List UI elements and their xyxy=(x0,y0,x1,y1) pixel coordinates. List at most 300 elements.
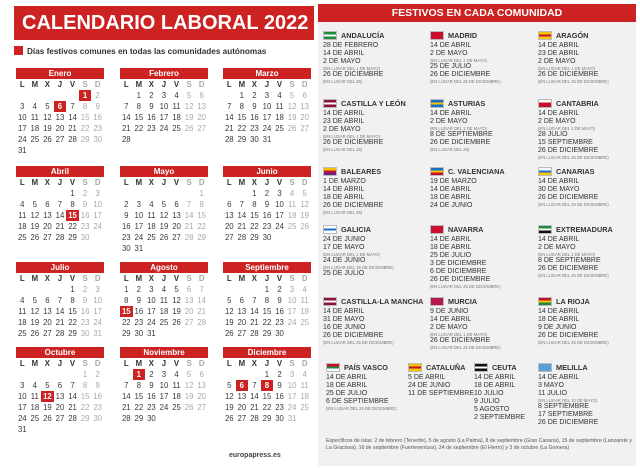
day-cell: 31 xyxy=(287,414,297,423)
day-cell xyxy=(223,369,236,380)
weekday-label: J xyxy=(264,359,270,368)
region-melilla xyxy=(538,361,604,427)
day-cell xyxy=(145,243,158,254)
day-cell: 27 xyxy=(43,329,52,338)
day-cell: 1 xyxy=(264,285,270,294)
day-cell: 30 xyxy=(80,233,90,242)
weekday-label: L xyxy=(123,178,129,187)
day-cell: 25 xyxy=(159,318,169,327)
region-galicia xyxy=(323,223,423,278)
day-cell: 16 xyxy=(80,211,90,220)
day-cell xyxy=(120,188,133,199)
weekday-label: M xyxy=(135,274,143,283)
week-row xyxy=(16,424,104,435)
region-name xyxy=(430,29,530,42)
day-cell: 14 xyxy=(55,211,65,220)
holiday-date: 14 DE ABRIL xyxy=(430,186,472,193)
day-cell: 18 xyxy=(172,392,181,401)
flag-icon xyxy=(538,297,552,306)
weekday-row xyxy=(223,358,311,369)
weekday-label: M xyxy=(238,359,246,368)
holiday-date: 6 DE SEPTIEMBRE xyxy=(326,398,389,405)
day-cell: 10 xyxy=(159,381,169,390)
weekday-label: X xyxy=(251,359,257,368)
day-cell: 28 xyxy=(55,233,65,242)
weekday-row xyxy=(223,177,311,188)
holiday-date: 3 MAYO xyxy=(538,382,564,389)
day-cell: 28 xyxy=(224,135,234,144)
day-cell: 13 xyxy=(237,392,247,401)
day-cell xyxy=(170,134,183,145)
flag-icon xyxy=(538,363,552,372)
holiday-note: (EN LUGAR DEL 25 DE DICIEMBRE) xyxy=(538,202,609,207)
holiday-note: (EN LUGAR DEL 1 DE MAYO) xyxy=(430,332,488,337)
flag-icon xyxy=(323,225,337,234)
day-cell: 14 xyxy=(250,307,259,316)
holiday-day: 8 xyxy=(261,380,274,391)
day-cell: 25 xyxy=(17,233,27,242)
day-cell: 16 xyxy=(80,307,90,316)
day-cell: 31 xyxy=(93,329,102,338)
day-cell xyxy=(16,369,29,380)
weekday-label: S xyxy=(82,178,88,187)
week-row xyxy=(120,413,208,424)
day-cell: 11 xyxy=(172,102,181,111)
footnote: Específicos de islas: 2 de febrero (Tenerife), 5 de agosto (La Palma), 8 de septiembre (Gran Canaria), 15 de septiembre (Lanzarote y La Graciosa), 16 de septiembre (Fuerteventura), 24 de septiembre (El Hierro) y 3 de octubre (La Gomera) xyxy=(326,438,632,451)
day-cell: 24 xyxy=(159,403,169,412)
day-cell: 14 xyxy=(121,392,131,401)
week-row xyxy=(223,210,311,221)
day-cell xyxy=(195,328,208,339)
holiday-list xyxy=(326,374,406,411)
weekday-label: J xyxy=(161,80,167,89)
day-cell xyxy=(273,134,286,145)
day-cell: 5 xyxy=(32,296,38,305)
day-cell: 23 xyxy=(93,124,102,133)
weekday-label: X xyxy=(251,178,257,187)
day-cell: 13 xyxy=(43,211,52,220)
week-row xyxy=(120,232,208,243)
day-cell: 13 xyxy=(300,102,309,111)
region-name-text: MURCIA xyxy=(448,297,478,306)
day-cell: 6 xyxy=(239,296,245,305)
day-cell: 14 xyxy=(237,211,247,220)
weekday-label: V xyxy=(173,359,180,368)
day-cell: 4 xyxy=(174,370,179,379)
weekday-label: V xyxy=(69,274,76,283)
day-cell: 10 xyxy=(287,381,297,390)
day-cell: 10 xyxy=(287,296,297,305)
day-cell: 26 xyxy=(30,329,40,338)
day-cell: 13 xyxy=(43,307,52,316)
day-cell: 13 xyxy=(237,307,247,316)
day-cell: 13 xyxy=(224,211,234,220)
day-cell: 5 xyxy=(227,296,232,305)
day-cell: 7 xyxy=(227,102,232,111)
day-cell xyxy=(223,90,236,101)
weekday-label: S xyxy=(82,359,88,368)
day-cell: 20 xyxy=(172,222,181,231)
day-cell xyxy=(286,134,299,145)
day-cell: 30 xyxy=(80,329,90,338)
holiday-list xyxy=(430,110,530,152)
holiday-date: 8 DE SEPTIEMBRE xyxy=(538,257,601,264)
day-cell: 20 xyxy=(55,403,65,412)
day-cell: 16 xyxy=(121,222,131,231)
holiday-date: 18 DE ABRIL xyxy=(538,316,580,323)
holiday-date: 24 DE JUNIO xyxy=(323,257,366,264)
day-cell: 8 xyxy=(264,296,270,305)
day-cell: 9 xyxy=(82,296,88,305)
month-julio xyxy=(16,262,104,339)
holiday-date: 26 DE DICIEMBRE xyxy=(323,71,384,78)
holiday-note: (EN LUGAR DEL 25) xyxy=(323,79,363,84)
weekday-label: V xyxy=(276,80,283,89)
holiday-list xyxy=(538,236,638,278)
day-cell: 31 xyxy=(262,135,272,144)
weekday-row xyxy=(120,273,208,284)
holiday-date: 2 DE MAYO xyxy=(430,118,468,125)
day-cell: 5 xyxy=(174,285,179,294)
week-row xyxy=(223,306,311,317)
week-row xyxy=(16,210,104,221)
day-cell: 26 xyxy=(184,403,194,412)
day-cell: 20 xyxy=(197,113,206,122)
weekday-label: L xyxy=(226,80,232,89)
week-row xyxy=(223,134,311,145)
day-cell: 6 xyxy=(57,381,63,390)
day-cell: 30 xyxy=(275,414,284,423)
weekday-label: M xyxy=(238,80,246,89)
day-cell: 12 xyxy=(287,102,297,111)
holiday-list xyxy=(538,42,638,84)
day-cell: 18 xyxy=(275,113,284,122)
day-cell: 3 xyxy=(95,189,100,198)
holiday-date: 14 DE ABRIL xyxy=(430,236,472,243)
weekday-label: D xyxy=(94,274,101,283)
holiday-date: 8 SEPTIEMBRE xyxy=(538,403,589,410)
week-row xyxy=(223,391,311,402)
day-cell: 5 xyxy=(227,381,232,390)
day-cell xyxy=(54,424,67,435)
holiday-date: 6 DE DICIEMBRE xyxy=(430,268,487,275)
day-cell: 9 xyxy=(264,200,270,209)
region-name xyxy=(430,223,530,236)
holiday-note: (EN LUGAR DEL 25 DE DICIEMBRE) xyxy=(323,265,394,270)
day-cell: 24 xyxy=(262,124,272,133)
weekday-label: D xyxy=(94,178,101,187)
week-row xyxy=(16,134,104,145)
weekday-label: D xyxy=(94,80,101,89)
holiday-date: 18 DE ABRIL xyxy=(323,194,365,201)
day-cell xyxy=(158,243,171,254)
month-agosto xyxy=(120,262,208,339)
holiday-date: 9 DE JUNIO xyxy=(538,324,577,331)
region-name-text: CASTILLA-LA MANCHA xyxy=(341,297,424,306)
day-cell xyxy=(145,188,158,199)
flag-icon xyxy=(430,167,444,176)
week-row xyxy=(120,328,208,339)
holiday-date: 14 DE ABRIL xyxy=(538,374,580,381)
day-cell: 10 xyxy=(134,211,144,220)
day-cell xyxy=(133,134,146,145)
day-cell: 27 xyxy=(184,318,194,327)
holiday-date: 24 DE JUNIO xyxy=(408,382,451,389)
day-cell: 13 xyxy=(184,296,194,305)
day-cell: 26 xyxy=(287,124,297,133)
day-cell: 30 xyxy=(93,135,102,144)
weekday-label: J xyxy=(264,274,270,283)
day-cell: 22 xyxy=(134,403,144,412)
weekday-label: J xyxy=(264,178,270,187)
day-cell: 16 xyxy=(147,113,156,122)
day-cell: 19 xyxy=(224,318,234,327)
holiday-date: 28 JULIO xyxy=(538,131,568,138)
holiday-date: 5 DE ABRIL xyxy=(408,374,446,381)
region-name xyxy=(323,97,423,110)
region-name-text: GALICIA xyxy=(341,225,371,234)
day-cell: 28 xyxy=(68,414,77,423)
week-row xyxy=(16,199,104,210)
region-la-rioja xyxy=(538,295,638,345)
day-cell xyxy=(16,90,29,101)
day-cell: 7 xyxy=(57,296,63,305)
holiday-note: (EN LUGAR DEL 1 DE MAYO) xyxy=(538,126,596,131)
region-name xyxy=(323,165,423,178)
day-cell: 6 xyxy=(227,200,232,209)
day-cell: 21 xyxy=(68,124,77,133)
weekday-label: J xyxy=(264,80,270,89)
day-cell: 4 xyxy=(32,102,38,111)
day-cell: 31 xyxy=(17,425,27,434)
week-row xyxy=(223,413,311,424)
day-cell: 11 xyxy=(300,381,309,390)
day-cell: 25 xyxy=(147,233,156,242)
week-row xyxy=(16,306,104,317)
day-cell: 24 xyxy=(159,124,169,133)
day-cell: 3 xyxy=(95,285,100,294)
day-cell: 29 xyxy=(80,135,90,144)
month-enero xyxy=(16,68,104,156)
day-cell: 7 xyxy=(70,381,75,390)
week-row xyxy=(16,145,104,156)
day-cell: 9 xyxy=(277,381,282,390)
weekday-label: X xyxy=(44,359,50,368)
day-cell: 8 xyxy=(70,296,75,305)
day-cell: 10 xyxy=(93,296,102,305)
day-cell xyxy=(91,424,104,435)
week-row xyxy=(120,123,208,134)
holiday-date: 2 SEPTIEMBRE xyxy=(474,414,525,421)
day-cell: 21 xyxy=(197,307,206,316)
day-cell: 17 xyxy=(93,307,102,316)
weekday-label: M xyxy=(135,80,143,89)
day-cell: 20 xyxy=(300,113,309,122)
region-name-text: CASTILLA Y LEÓN xyxy=(341,99,406,108)
day-cell: 18 xyxy=(172,113,181,122)
holiday-date: 26 DE DICIEMBRE xyxy=(538,194,599,201)
day-cell: 20 xyxy=(237,403,247,412)
day-cell: 16 xyxy=(275,307,284,316)
week-row xyxy=(120,369,208,380)
day-cell: 23 xyxy=(250,124,259,133)
day-cell xyxy=(158,328,171,339)
day-cell: 30 xyxy=(275,329,284,338)
day-cell: 19 xyxy=(184,392,194,401)
holiday-list xyxy=(538,374,604,427)
region-navarra xyxy=(430,223,530,289)
day-cell: 29 xyxy=(262,329,272,338)
day-cell: 1 xyxy=(199,189,204,198)
day-cell: 28 xyxy=(68,135,77,144)
day-cell: 1 xyxy=(264,370,270,379)
day-cell: 19 xyxy=(30,318,40,327)
weekday-label: V xyxy=(173,274,180,283)
region-name xyxy=(538,29,638,42)
weekday-label: S xyxy=(289,274,295,283)
day-cell: 28 xyxy=(197,318,206,327)
day-cell: 19 xyxy=(224,403,234,412)
day-cell xyxy=(183,328,196,339)
subtitle-text: Días festivos comunes en todas las comunidades autónomas xyxy=(27,47,267,56)
weekday-label: S xyxy=(186,274,192,283)
holiday-date: 14 DE ABRIL xyxy=(430,42,472,49)
day-cell: 10 xyxy=(93,200,102,209)
day-cell: 22 xyxy=(197,222,206,231)
region-baleares xyxy=(323,165,423,215)
day-cell: 8 xyxy=(239,102,245,111)
week-row xyxy=(223,317,311,328)
holiday-date: 14 DE ABRIL xyxy=(538,42,580,49)
month-header: Diciembre xyxy=(223,347,311,358)
day-cell: 6 xyxy=(199,370,204,379)
day-cell: 23 xyxy=(262,222,272,231)
day-cell: 29 xyxy=(80,414,90,423)
day-cell: 3 xyxy=(289,370,295,379)
week-row xyxy=(223,221,311,232)
day-cell: 6 xyxy=(186,285,192,294)
holiday-date: 11 JULIO xyxy=(538,390,568,397)
week-row xyxy=(120,112,208,123)
weekday-label: V xyxy=(69,178,76,187)
day-cell: 27 xyxy=(55,135,65,144)
day-cell: 16 xyxy=(275,392,284,401)
day-cell: 20 xyxy=(237,318,247,327)
day-cell: 7 xyxy=(57,200,63,209)
holiday-date: 18 DE ABRIL xyxy=(326,382,368,389)
day-cell: 13 xyxy=(55,392,65,401)
day-cell: 5 xyxy=(161,200,167,209)
holiday-date: 10 JULIO xyxy=(474,390,504,397)
day-cell: 18 xyxy=(17,222,27,231)
day-cell: 12 xyxy=(300,200,309,209)
holiday-day: 1 xyxy=(133,369,146,380)
day-cell xyxy=(66,424,79,435)
day-cell xyxy=(41,424,54,435)
day-cell xyxy=(298,134,311,145)
month-header: Noviembre xyxy=(120,347,208,358)
holiday-date: 2 DE MAYO xyxy=(538,118,576,125)
day-cell: 3 xyxy=(161,91,167,100)
region-name xyxy=(430,97,530,110)
flag-icon xyxy=(323,99,337,108)
holiday-note: (EN LUGAR DEL 25) xyxy=(323,147,363,152)
day-cell: 20 xyxy=(55,124,65,133)
month-marzo xyxy=(223,68,311,145)
day-cell: 24 xyxy=(134,233,144,242)
day-cell: 26 xyxy=(224,414,234,423)
festivos-panel xyxy=(318,4,636,466)
day-cell: 4 xyxy=(20,296,25,305)
weekday-label: X xyxy=(44,178,50,187)
day-cell: 26 xyxy=(224,329,234,338)
day-cell xyxy=(223,284,236,295)
day-cell: 28 xyxy=(184,233,194,242)
week-row xyxy=(120,295,208,306)
weekday-label: D xyxy=(301,80,308,89)
holiday-note: (EN LUGAR DEL 1 DE MAYO) xyxy=(323,66,381,71)
weekday-label: X xyxy=(44,80,50,89)
day-cell: 22 xyxy=(80,124,90,133)
holiday-date: 23 DE ABRIL xyxy=(538,50,580,57)
day-cell: 16 xyxy=(147,392,156,401)
day-cell: 18 xyxy=(159,307,169,316)
day-cell: 4 xyxy=(302,285,307,294)
holiday-date: 26 DE DICIEMBRE xyxy=(538,147,599,154)
region-madrid xyxy=(430,29,530,84)
week-row xyxy=(223,90,311,101)
holiday-date: 14 DE ABRIL xyxy=(538,110,580,117)
weekday-label: L xyxy=(19,178,25,187)
day-cell xyxy=(236,284,249,295)
day-cell: 3 xyxy=(149,285,154,294)
region-name-text: ASTURIAS xyxy=(448,99,486,108)
day-cell: 20 xyxy=(184,307,194,316)
day-cell xyxy=(29,424,42,435)
day-cell: 25 xyxy=(172,403,181,412)
day-cell: 2 xyxy=(277,370,282,379)
day-cell xyxy=(236,369,249,380)
day-cell xyxy=(183,134,196,145)
weekday-row xyxy=(16,273,104,284)
weekday-row xyxy=(16,177,104,188)
day-cell: 15 xyxy=(80,392,90,401)
day-cell: 18 xyxy=(287,211,297,220)
holiday-date: 28 DE FEBRERO xyxy=(323,42,379,49)
day-cell xyxy=(158,413,171,424)
weekday-label: X xyxy=(148,359,154,368)
week-row xyxy=(16,188,104,199)
holiday-date: 25 DE JULIO xyxy=(430,252,472,259)
day-cell: 11 xyxy=(172,381,181,390)
day-cell: 1 xyxy=(136,91,142,100)
region-name-text: MADRID xyxy=(448,31,478,40)
day-cell: 17 xyxy=(275,211,284,220)
week-row xyxy=(120,306,208,317)
weekday-label: L xyxy=(226,359,232,368)
day-cell xyxy=(170,243,183,254)
region-name xyxy=(538,295,638,308)
flag-icon xyxy=(323,31,337,40)
day-cell: 17 xyxy=(159,113,169,122)
day-cell: 10 xyxy=(147,296,156,305)
day-cell: 23 xyxy=(147,403,156,412)
day-cell xyxy=(66,145,79,156)
day-cell: 29 xyxy=(250,233,259,242)
day-cell: 14 xyxy=(224,113,234,122)
day-cell: 28 xyxy=(121,414,131,423)
holiday-list xyxy=(323,308,423,345)
